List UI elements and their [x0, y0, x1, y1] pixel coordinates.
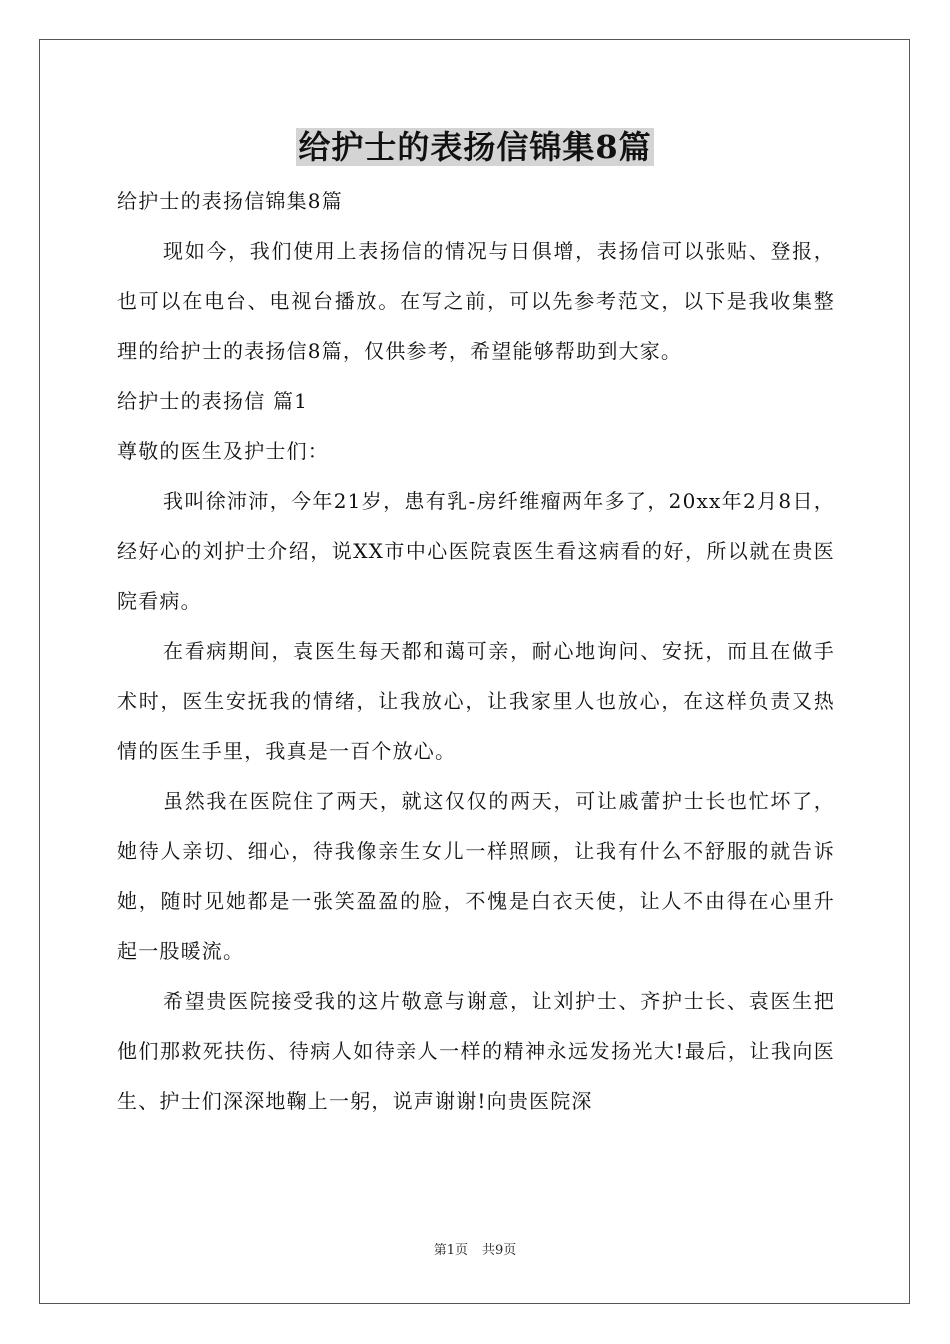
document-title — [0, 124, 950, 170]
document-title-text: 给护士的表扬信锦集8篇 — [298, 128, 652, 166]
paragraph: 给护士的表扬信 篇1 — [117, 389, 309, 413]
paragraph: 希望贵医院接受我的这片敬意与谢意，让刘护士、齐护士长、袁医生把他们那救死扶伤、待病人如待亲人一样的精神永远发扬光大!最后，让我向医生、护士们深深地鞠上一躬，说声谢谢!向贵医院深 — [117, 989, 835, 1113]
page-total: 共9页 — [482, 1243, 517, 1258]
document-body — [117, 176, 835, 1126]
paragraph: 尊敬的医生及护士们： — [117, 439, 329, 463]
page-number: 第1页 — [433, 1243, 468, 1258]
paragraph: 虽然我在医院住了两天，就这仅仅的两天，可让戚蕾护士长也忙坏了，她待人亲切、细心，待我像亲生女儿一样照顾，让我有什么不舒服的就告诉她，随时见她都是一张笑盈盈的脸，不愧是白衣天使，让人不由得在心里升起一股暖流。 — [117, 789, 835, 963]
page-footer — [0, 1242, 950, 1260]
paragraph: 给护士的表扬信锦集8篇 — [117, 189, 343, 213]
paragraph: 我叫徐沛沛，今年21岁，患有乳-房纤维瘤两年多了，20xx年2月8日，经好心的刘护士介绍，说XX市中心医院袁医生看这病看的好，所以就在贵医院看病。 — [117, 489, 835, 613]
paragraph: 在看病期间，袁医生每天都和蔼可亲，耐心地询问、安抚，而且在做手术时，医生安抚我的情绪，让我放心，让我家里人也放心，在这样负责又热情的医生手里，我真是一百个放心。 — [117, 639, 835, 763]
paragraph: 现如今，我们使用上表扬信的情况与日俱增，表扬信可以张贴、登报，也可以在电台、电视台播放。在写之前，可以先参考范文，以下是我收集整理的给护士的表扬信8篇，仅供参考，希望能够帮助到大家。 — [117, 239, 835, 363]
